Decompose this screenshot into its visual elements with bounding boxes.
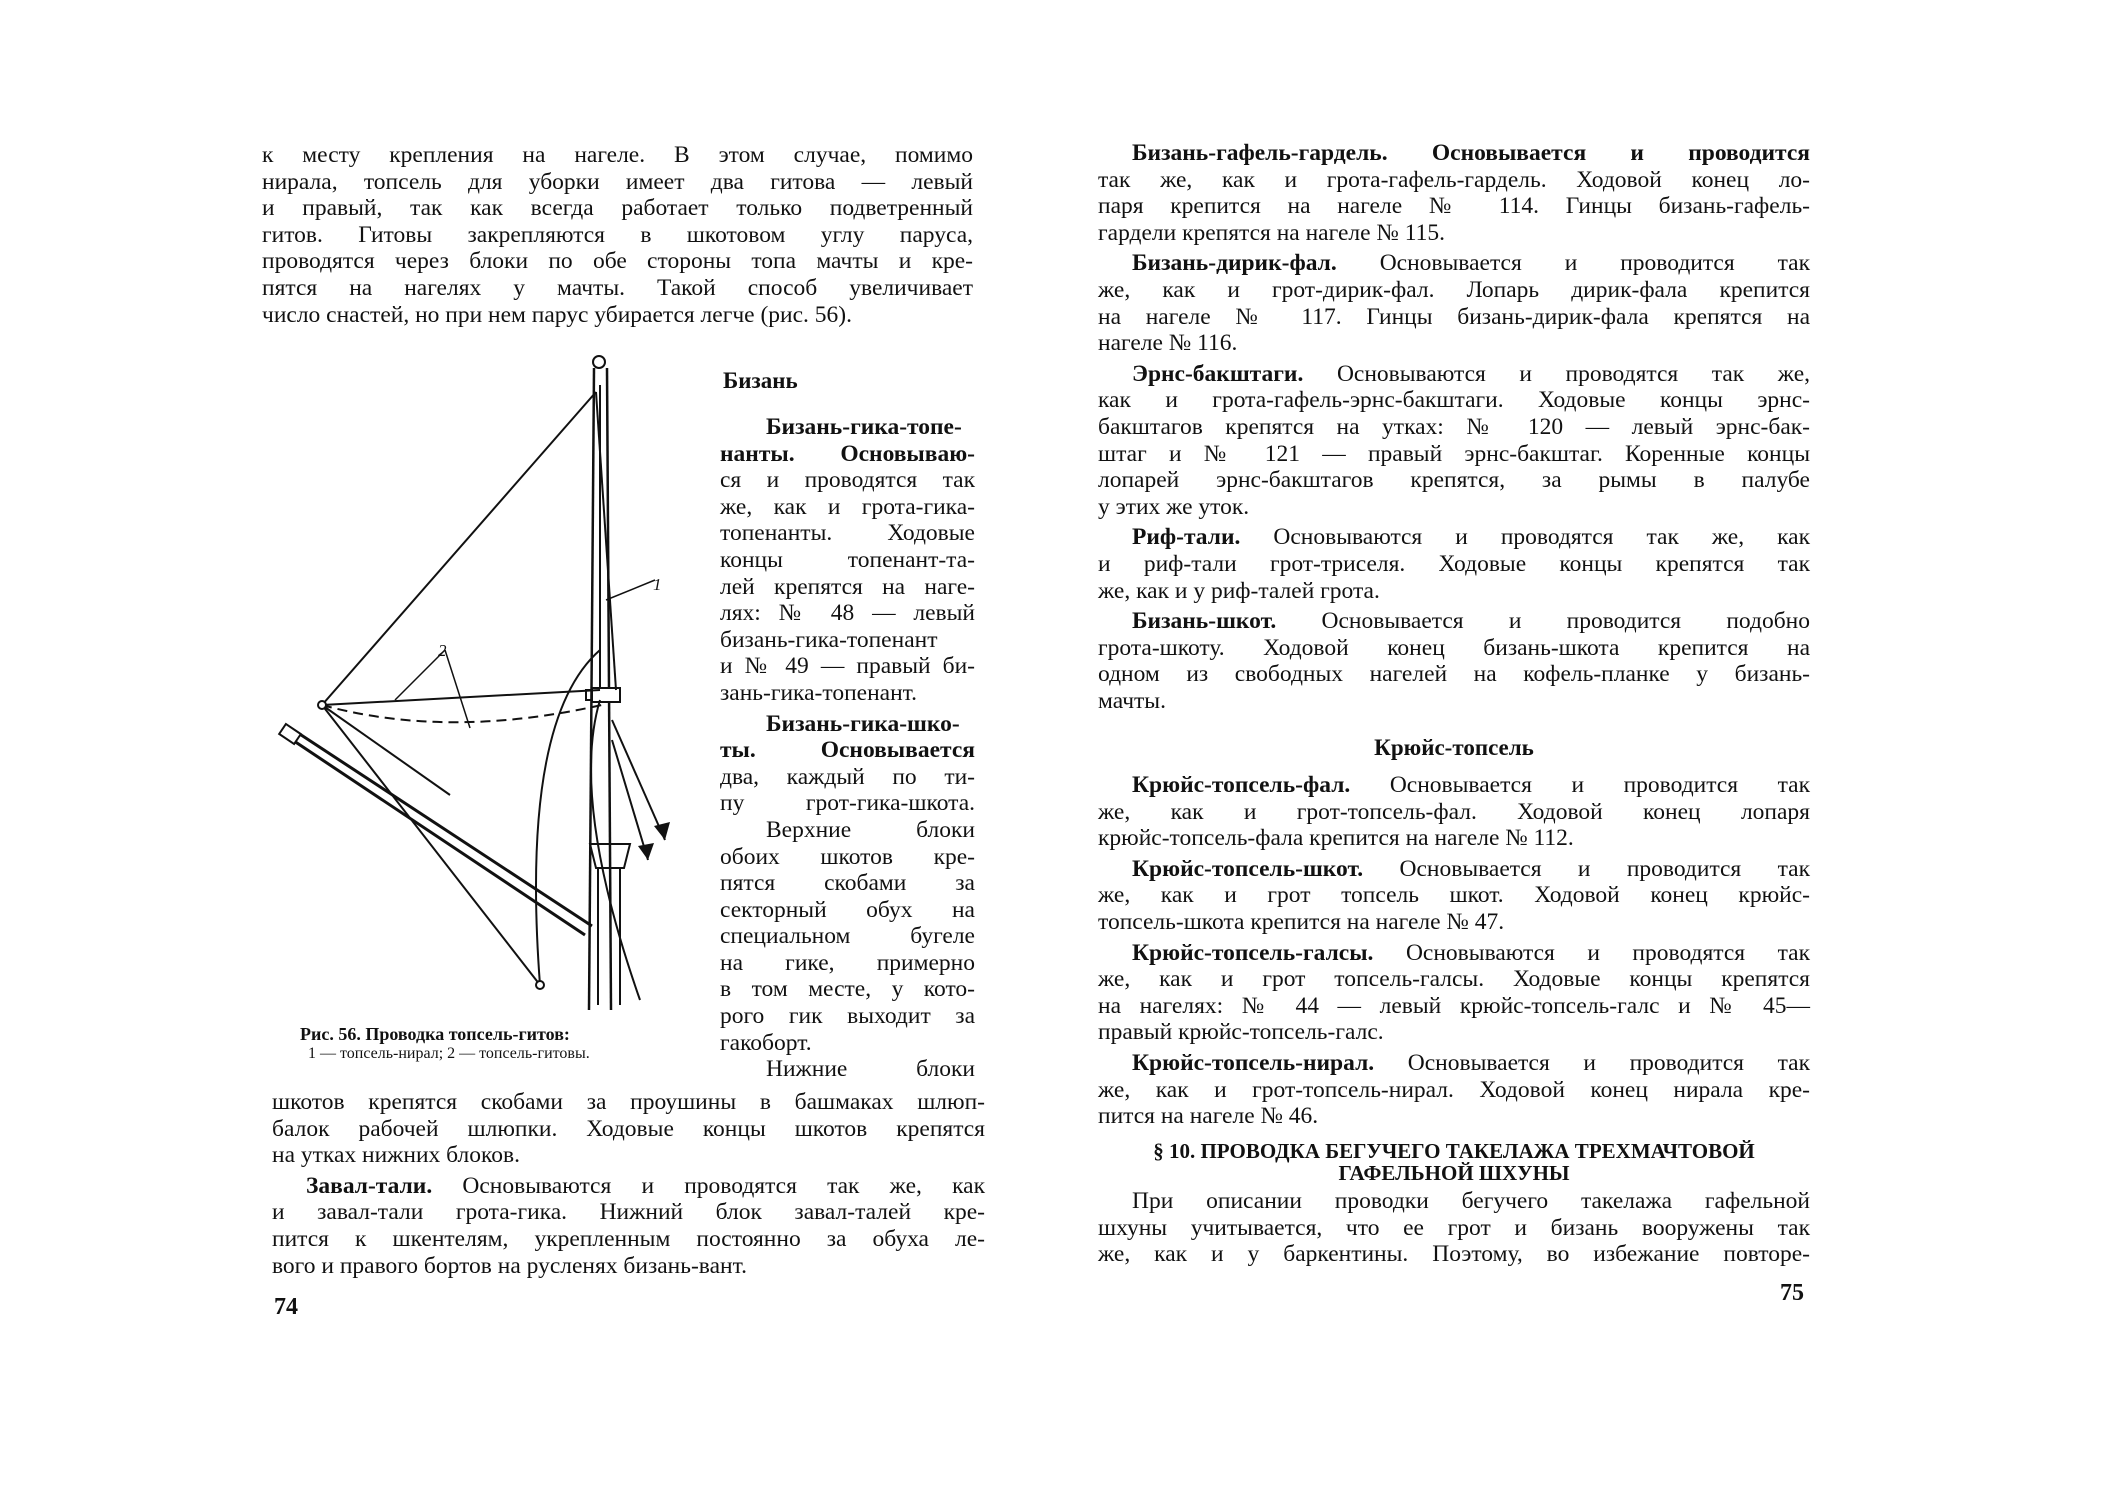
text-line: Крюйс-топсель-галсы. Основываются и проводятся так	[1132, 939, 1810, 966]
intro-paragraph	[262, 142, 973, 328]
text-line: Крюйс-топсель-фал. Основывается и проводится так	[1132, 772, 1810, 798]
text-line: пу грот-гика-шкота.	[720, 790, 975, 817]
figure-caption	[300, 1024, 700, 1064]
text-line: ся и проводятся так	[720, 467, 975, 494]
section-heading-bizan: Бизань	[723, 368, 798, 393]
text-line: на нагеле № 117. Гинцы бизань-дирик-фала крепятся на	[1098, 303, 1810, 330]
text-line: обоих шкотов кре-	[720, 843, 975, 870]
text-line: же, как и грот-топсель-фал. Ходовой конец лопаря	[1098, 798, 1810, 825]
right-paragraphs-2	[1098, 772, 1810, 1130]
text-line: штаг и № 121 — правый эрнс-бакштаг. Коренные концы	[1098, 440, 1810, 467]
text-line: Крюйс-топсель-нирал. Основывается и проводится так	[1132, 1049, 1810, 1076]
term-bold: Крюйс-топсель-фал.	[1132, 772, 1351, 798]
heading-line: ГАФЕЛЬНОЙ ШХУНЫ	[1338, 1161, 1570, 1185]
text-line: балок рабочей шлюпки. Ходовые концы шкотов крепятся	[272, 1115, 985, 1142]
term-bold: Риф-тали.	[1132, 524, 1241, 551]
text-line: же, как и грот-топсель-нирал. Ходовой конец нирала кре-	[1098, 1076, 1810, 1103]
text-line: же, как и у риф-талей грота.	[1098, 577, 1380, 604]
figure-label-2: 2	[438, 641, 447, 660]
bizan-column-text	[720, 414, 975, 1083]
text-line: же, как и грот топсель-галсы. Ходовые концы крепятся	[1098, 966, 1810, 993]
paragraph-heading	[1098, 1140, 1810, 1184]
text-line: гардели крепятся на нагеле № 115.	[1098, 219, 1445, 246]
text-line: концы топенант-та-	[720, 546, 975, 573]
text-line: и правый, так как всегда работает только подветренный	[262, 195, 973, 222]
text-line: Крюйс-топсель-шкот. Основывается и проводится так	[1132, 855, 1810, 882]
text-line: ты. Основывается	[720, 737, 975, 764]
text-line: нагеле № 116.	[1098, 330, 1238, 357]
text-line: на гике, примерно	[720, 949, 975, 976]
text-line: Завал-тали. Основываются и проводятся так же, как	[306, 1172, 985, 1199]
text-line: рого гик выходит за	[720, 1003, 975, 1030]
text-line: бакштагов крепятся на утках: № 120 — левый эрнс-бак-	[1098, 413, 1810, 440]
figure-56-mast-diagram	[270, 352, 720, 1022]
term-bold: Бизань-шкот.	[1132, 608, 1277, 635]
text-line: Бизань-шкот. Основывается и проводится подобно	[1132, 608, 1810, 635]
text-line: вого и правого бортов на русленях бизань-вант.	[272, 1252, 747, 1279]
text-line: проводятся через блоки по обе стороны топа мачты и кре-	[262, 248, 973, 275]
text-line: топсель-шкота крепится на нагеле № 47.	[1098, 908, 1505, 935]
figure-caption-title: Рис. 56. Проводка топсель-гитов:	[300, 1024, 570, 1044]
section-heading-kryuis-topsel: Крюйс-топсель	[1374, 735, 1534, 760]
text-line: грота-шкоту. Ходовой конец бизань-шкота крепится на	[1098, 634, 1810, 661]
text-line: пится к шкентелям, укрепленным постоянно за обуха ле-	[272, 1225, 985, 1252]
text-line: шкотов крепятся скобами за проушины в башмаках шлюп-	[272, 1089, 985, 1115]
text-line: нирала, топсель для уборки имеет два гитова — левый	[262, 168, 973, 195]
text-line: лопарей эрнс-бакштагов крепятся, за рымы в палубе	[1098, 467, 1810, 494]
text-line: как и грота-гафель-эрнс-бакштаги. Ходовые концы эрнс-	[1098, 387, 1810, 414]
figure-caption-legend: 1 — топсель-нирал; 2 — топсель-гитовы.	[308, 1045, 590, 1062]
term-bold: Бизань-дирик-фал.	[1132, 250, 1337, 277]
text-line: число снастей, но при нем парус убирается легче (рис. 56).	[262, 301, 853, 328]
text-line: пится на нагеле № 46.	[1098, 1103, 1319, 1130]
text-line: на нагелях: № 44 — левый крюйс-топсель-галс и № 45—	[1098, 992, 1810, 1019]
bottom-paragraphs	[272, 1089, 985, 1279]
text-line: лях: № 48 — левый	[720, 600, 975, 627]
text-line: Бизань-гафель-гардель. Основывается и проводится	[1132, 140, 1810, 166]
text-line: же, как и у баркентины. Поэтому, во избежание повторе-	[1098, 1241, 1810, 1268]
text-line: бизань-гика-топенант	[720, 626, 938, 653]
term-bold: Эрнс-бакштаги.	[1132, 360, 1304, 387]
right-page	[1050, 0, 2105, 1489]
text-line: пятся скобами за	[720, 870, 975, 897]
text-line: и № 49 — правый би-	[720, 653, 975, 680]
text-line: правый крюйс-топсель-галс.	[1098, 1019, 1384, 1046]
text-line: у этих же уток.	[1098, 493, 1250, 520]
text-line: гитов. Гитовы закрепляются в шкотовом углу паруса,	[262, 221, 973, 248]
term-bold: Бизань-гика-топе-	[766, 414, 962, 440]
text-line: Риф-тали. Основываются и проводятся так же, как	[1132, 524, 1810, 551]
left-page	[0, 0, 1050, 1489]
right-paragraphs-3	[1098, 1188, 1810, 1268]
term-bold: Крюйс-топсель-нирал.	[1132, 1049, 1375, 1076]
text-line: секторный обух на	[720, 896, 975, 923]
text-line: нанты. Основываю-	[720, 440, 975, 467]
text-line: крюйс-топсель-фала крепится на нагеле № 112.	[1098, 825, 1574, 852]
text-line: лей крепятся на наге-	[720, 573, 975, 600]
text-line: и риф-тали грот-триселя. Ходовые концы крепятся так	[1098, 550, 1810, 577]
text-line: паря крепится на нагеле № 114. Гинцы бизань-гафель-	[1098, 193, 1810, 220]
text-line: же, как и грота-гика-	[720, 493, 975, 520]
text-line: Нижние блоки	[766, 1056, 975, 1083]
term-bold: Крюйс-топсель-галсы.	[1132, 939, 1374, 966]
text-line: и завал-тали грота-гика. Нижний блок завал-талей кре-	[272, 1199, 985, 1226]
text-line: При описании проводки бегучего такелажа гафельной	[1132, 1188, 1810, 1214]
text-line: к месту крепления на нагеле. В этом случае, помимо	[262, 142, 973, 168]
text-line: в том месте, у кото-	[720, 976, 975, 1003]
page-number-right: 75	[1780, 1280, 1804, 1306]
text-line: топенанты. Ходовые	[720, 520, 975, 547]
page-number-left: 74	[274, 1294, 298, 1320]
right-paragraphs-1	[1098, 140, 1810, 714]
text-line: шхуны учитывается, что ее грот и бизань вооружены так	[1098, 1214, 1810, 1241]
text-line: Эрнс-бакштаги. Основываются и проводятся так же,	[1132, 360, 1810, 387]
text-line: же, как и грот топсель шкот. Ходовой конец крюйс-	[1098, 882, 1810, 909]
text-line: Бизань-дирик-фал. Основывается и проводится так	[1132, 250, 1810, 277]
text-line: пятся на нагелях у мачты. Такой способ увеличивает	[262, 274, 973, 301]
text-line: гакоборт.	[720, 1029, 812, 1056]
text-line: так же, как и грота-гафель-гардель. Ходовой конец ло-	[1098, 166, 1810, 193]
text-line: одном из свободных нагелей на кофель-планке у бизань-	[1098, 661, 1810, 688]
text-line: два, каждый по ти-	[720, 763, 975, 790]
text-line: специальном бугеле	[720, 923, 975, 950]
term-bold: Крюйс-топсель-шкот.	[1132, 855, 1364, 882]
heading-line: § 10. ПРОВОДКА БЕГУЧЕГО ТАКЕЛАЖА ТРЕХМАЧТОВОЙ	[1153, 1139, 1755, 1163]
term-bold: Бизань-гика-шко-	[766, 710, 960, 737]
text-line: на утках нижних блоков.	[272, 1142, 520, 1169]
term-bold: Завал-тали.	[306, 1172, 433, 1199]
text-line: зань-гика-топенант.	[720, 679, 918, 706]
text-line: Верхние блоки	[766, 816, 975, 843]
figure-label-1: 1	[653, 575, 662, 594]
text-line: же, как и грот-дирик-фал. Лопарь дирик-фала крепится	[1098, 276, 1810, 303]
text-line: мачты.	[1098, 687, 1166, 714]
